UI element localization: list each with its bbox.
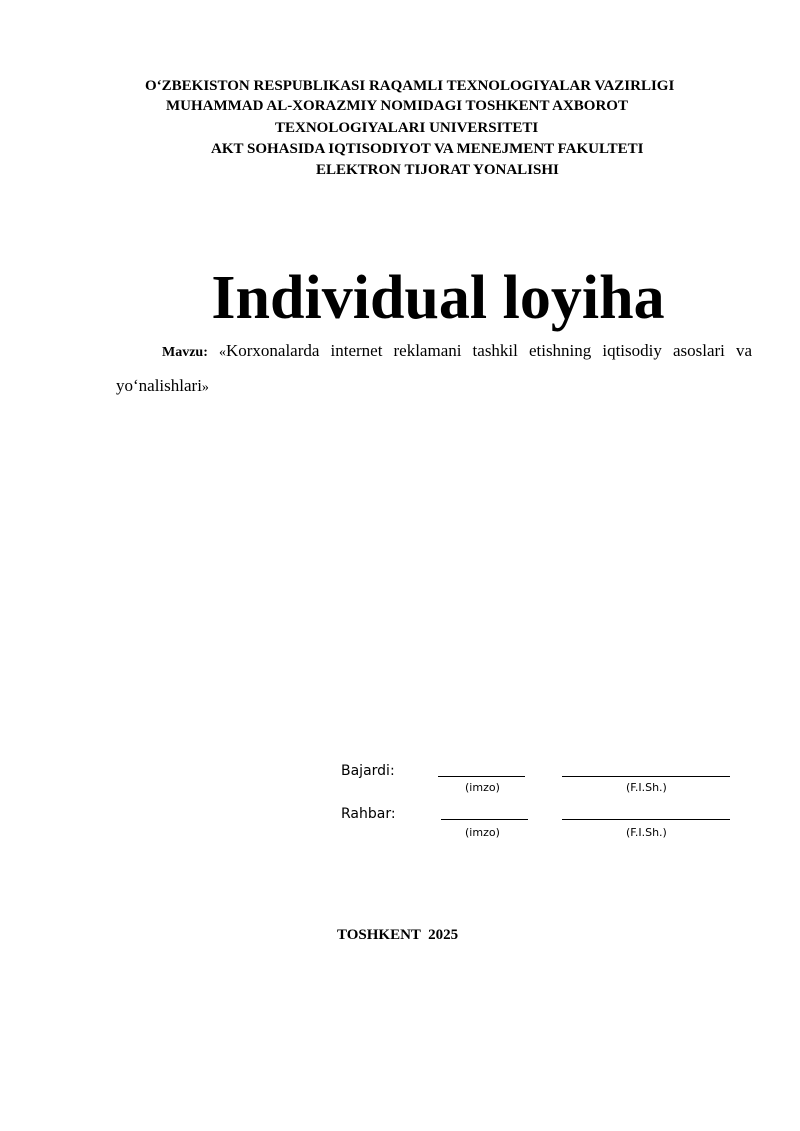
open-quote: « [218, 345, 226, 360]
performer-name-caption: (F.I.Sh.) [626, 781, 667, 794]
topic-paragraph [116, 334, 752, 404]
department-name: ELEKTRON TIJORAT YONALISHI [316, 162, 559, 178]
close-quote: » [201, 380, 209, 395]
supervisor-signature-caption: (imzo) [465, 826, 500, 839]
city-year: TOSHKENT 2025 [337, 927, 459, 943]
supervisor-label: Rahbar: [341, 806, 396, 822]
performer-signature-caption: (imzo) [465, 781, 500, 794]
topic-label: Mavzu: [162, 345, 208, 360]
supervisor-signature-line [441, 819, 528, 820]
topic-text: Korxonalarda internet reklamani tashkil etishning iqtisodiy asoslari va yo‘nalishlari [116, 341, 752, 395]
performer-name-line [562, 776, 730, 777]
faculty-name: AKT SOHASIDA IQTISODIYOT VA MENEJMENT FAKULTETI [211, 141, 644, 157]
supervisor-name-line [562, 819, 730, 820]
document-title: Individual loyiha [211, 264, 665, 332]
university-name-line1: MUHAMMAD AL-XORAZMIY NOMIDAGI TOSHKENT AXBOROT [166, 98, 628, 114]
ministry-name: O‘ZBEKISTON RESPUBLIKASI RAQAMLI TEXNOLOGIYALAR VAZIRLIGI [145, 78, 675, 94]
performer-signature-line [438, 776, 525, 777]
supervisor-name-caption: (F.I.Sh.) [626, 826, 667, 839]
performer-label: Bajardi: [341, 763, 395, 779]
university-name-line2: TEXNOLOGIYALARI UNIVERSITETI [275, 120, 539, 136]
